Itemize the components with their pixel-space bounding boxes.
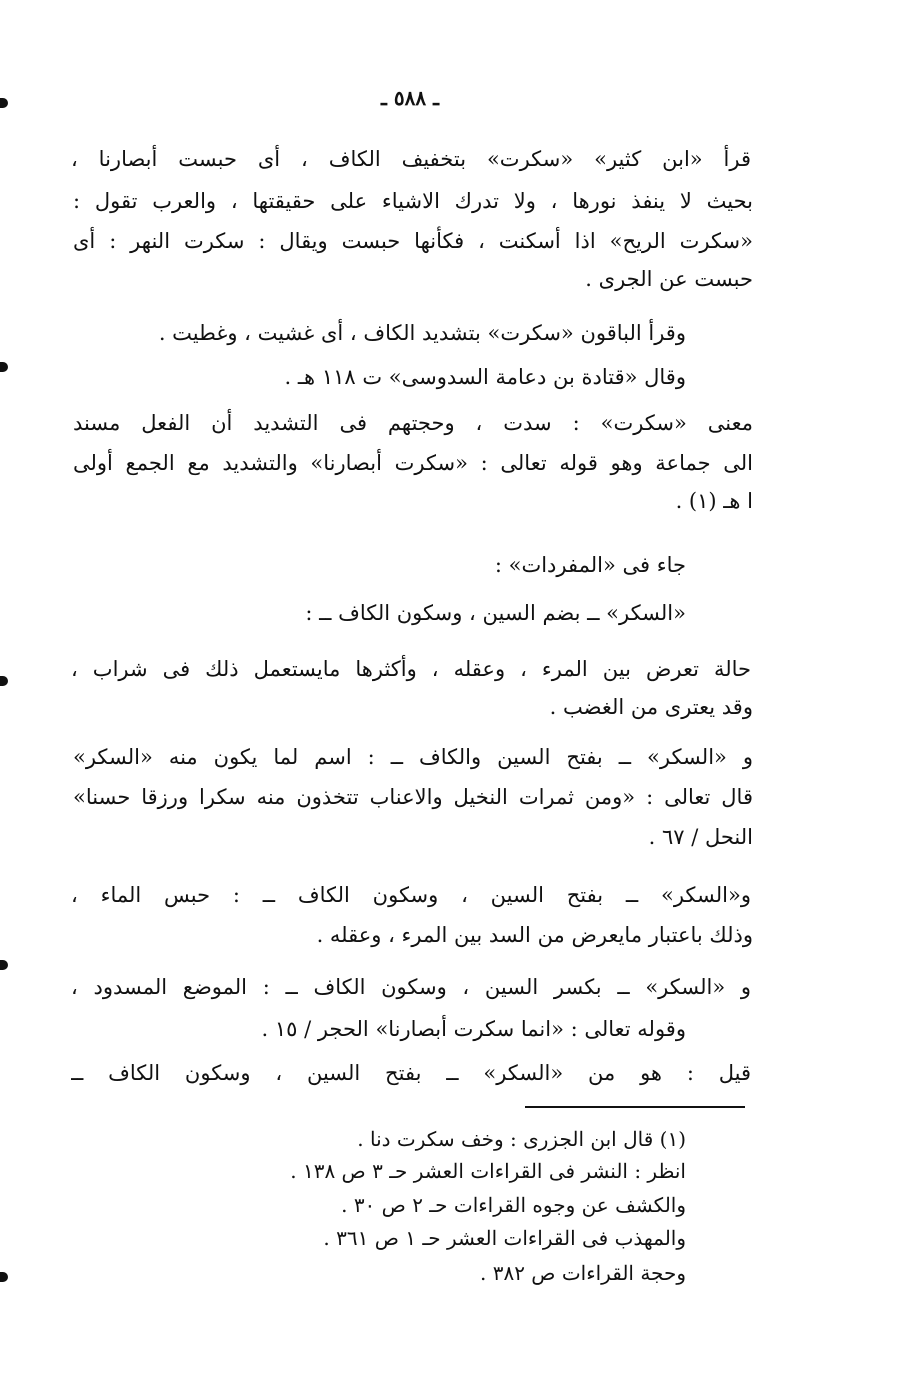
footnote-line: والمهذب فى القراءات العشر حـ ١ ص ٣٦١ . bbox=[323, 1226, 686, 1250]
text-line: وذلك باعتبار مايعرض من السد بين المرء ، وعقله . bbox=[316, 923, 753, 947]
footnote-line: انظر : النشر فى القراءات العشر حـ ٣ ص ١٣٨ . bbox=[290, 1159, 686, 1183]
text-line: حالة تعرض بين المرء ، وعقله ، وأكثرها مايستعمل ذلك فى شراب ، bbox=[71, 657, 751, 681]
text-line: ا هـ (١) . bbox=[675, 489, 753, 513]
footnote-divider bbox=[525, 1106, 745, 1108]
text-line: وقد يعترى من الغضب . bbox=[549, 695, 753, 719]
text-line: جاء فى «المفردات» : bbox=[494, 553, 686, 577]
text-line: قرأ «ابن كثير» «سكرت» بتخفيف الكاف ، أى حبست أبصارنا ، bbox=[71, 147, 751, 171]
text-line: النحل / ٦٧ . bbox=[648, 825, 753, 849]
text-line: و «السكر» ــ بفتح السين والكاف ــ : اسم لما يكون منه «السكر» bbox=[73, 745, 753, 769]
text-line: وقوله تعالى : «انما سكرت أبصارنا» الحجر / ١٥ . bbox=[261, 1017, 686, 1041]
text-line: وقرأ الباقون «سكرت» بتشديد الكاف ، أى غشيت ، وغطيت . bbox=[158, 321, 686, 345]
footnote-line: والكشف عن وجوه القراءات حـ ٢ ص ٣٠ . bbox=[341, 1193, 686, 1217]
text-line: حبست عن الجرى . bbox=[585, 267, 753, 291]
footnote-line: (١) قال ابن الجزرى : وخف سكرت دنا . bbox=[357, 1127, 686, 1151]
scan-margin-mark bbox=[0, 676, 8, 686]
text-line: «سكرت الريح» اذا أسكنت ، فكأنها حبست ويقال : سكرت النهر : أى bbox=[73, 229, 753, 253]
text-line: و«السكر» ــ بفتح السين ، وسكون الكاف ــ : حبس الماء ، bbox=[71, 883, 751, 907]
scan-margin-mark bbox=[0, 98, 8, 108]
scan-margin-mark bbox=[0, 960, 8, 970]
text-line: معنى «سكرت» : سدت ، وحجتهم فى التشديد أن الفعل مسند bbox=[73, 411, 753, 435]
footnote-line: وحجة القراءات ص ٣٨٢ . bbox=[479, 1261, 686, 1285]
text-line: و «السكر» ــ بكسر السين ، وسكون الكاف ــ : الموضع المسدود ، bbox=[71, 975, 751, 999]
text-line: قيل : هو من «السكر» ــ بفتح السين ، وسكون الكاف ــ bbox=[71, 1061, 751, 1085]
text-line: الى جماعة وهو قوله تعالى : «سكرت أبصارنا» والتشديد مع الجمع أولى bbox=[73, 451, 753, 475]
text-line: وقال «قتادة بن دعامة السدوسى» ت ١١٨ هـ . bbox=[284, 365, 686, 389]
page-number: ـ ٥٨٨ ـ bbox=[381, 86, 439, 110]
text-line: بحيث لا ينفذ نورها ، ولا تدرك الاشياء على حقيقتها ، والعرب تقول : bbox=[73, 189, 753, 213]
scan-margin-mark bbox=[0, 1272, 8, 1282]
text-line: قال تعالى : «ومن ثمرات النخيل والاعناب تتخذون منه سكرا ورزقا حسنا» bbox=[73, 785, 753, 809]
text-line: «السكر» ــ بضم السين ، وسكون الكاف ــ : bbox=[305, 601, 686, 625]
